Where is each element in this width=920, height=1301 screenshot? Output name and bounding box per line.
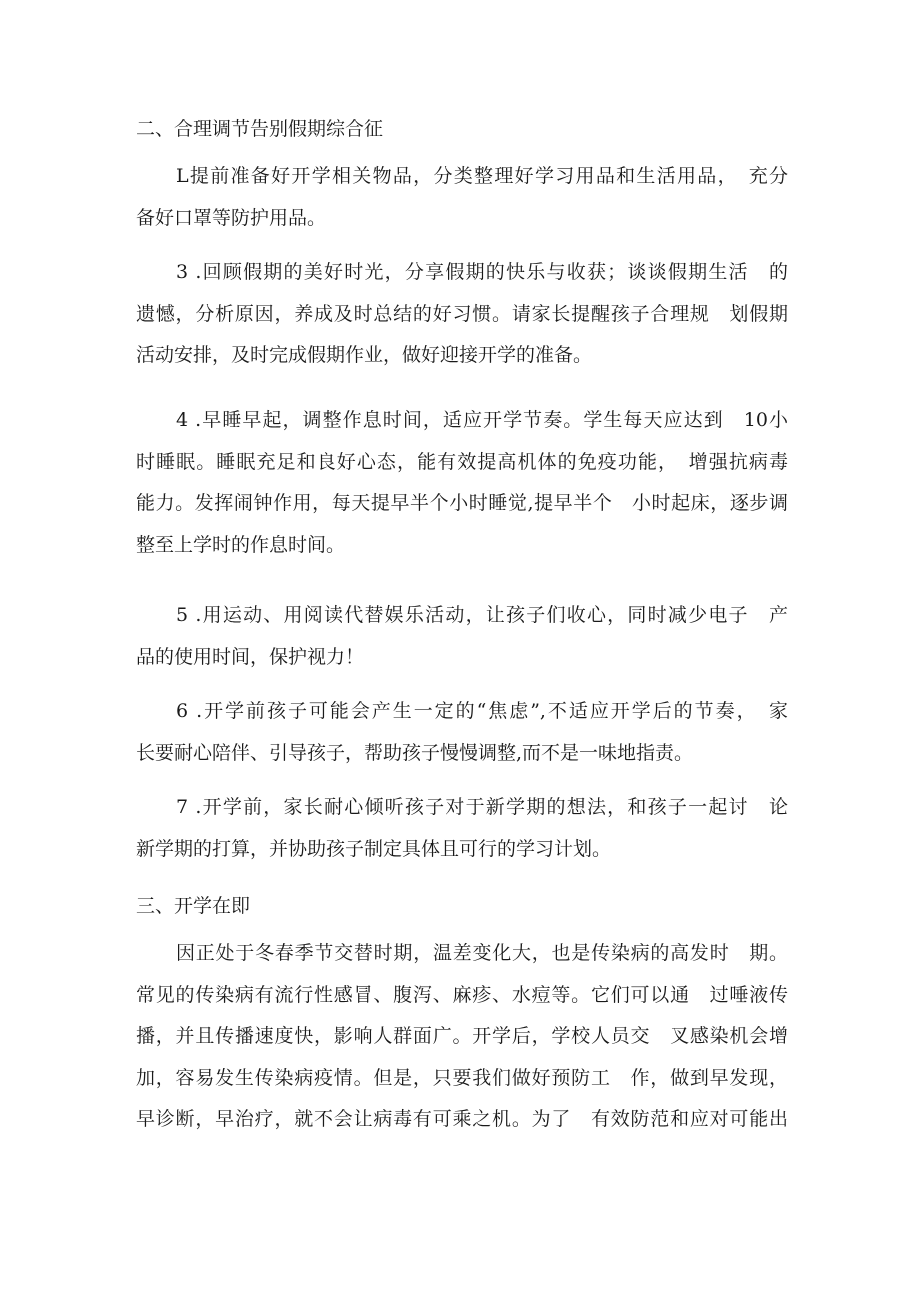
paragraph-line: 遗憾，分析原因，养成及时总结的好习惯。请家长提醒孩子合理规 划假期 <box>136 302 788 325</box>
paragraph-line: L提前准备好开学相关物品，分类整理好学习用品和生活用品， 充分 <box>176 165 788 187</box>
paragraph-3 <box>136 252 788 377</box>
paragraph-line: 加，容易发生传染病疫情。但是，只要我们做好预防工 作，做到早发现， <box>136 1066 788 1089</box>
paragraph-line: 早诊断，早治疗，就不会让病毒有可乘之机。为了 有效防范和应对可能出 <box>136 1108 788 1130</box>
paragraph-5 <box>136 595 788 678</box>
paragraph-line: 时睡眠。睡眠充足和良好心态，能有效提高机体的免疫功能， 增强抗病毒 <box>136 450 788 473</box>
paragraph-line: 长要耐心陪伴、引导孩子，帮助孩子慢慢调整,而不是一味地指责。 <box>136 741 694 764</box>
paragraph-6 <box>136 691 788 774</box>
paragraph-7 <box>136 787 788 870</box>
paragraph-line: 能力。发挥闹钟作用，每天提早半个小时睡觉,提早半个 小时起床，逐步调 <box>136 492 788 514</box>
paragraph-line: 3 .回顾假期的美好时光，分享假期的快乐与收获；谈谈假期生活 的 <box>176 261 788 283</box>
section-heading-3: 三、开学在即 <box>136 895 251 917</box>
paragraph-1 <box>136 156 788 239</box>
paragraph-line: 活动安排，及时完成假期作业，做好迎接开学的准备。 <box>136 344 593 366</box>
paragraph-8 <box>136 933 788 1141</box>
paragraph-line: 4 .早睡早起，调整作息时间，适应开学节奏。学生每天应达到 10小 <box>176 409 788 431</box>
paragraph-line: 新学期的打算，并协助孩子制定具体且可行的学习计划。 <box>136 837 612 860</box>
paragraph-line: 播，并且传播速度快，影响人群面广。开学后，学校人员交 叉感染机会增 <box>136 1025 788 1047</box>
paragraph-line: 6 .开学前孩子可能会产生一定的“焦虑”,不适应开学后的节奏， 家 <box>176 700 788 722</box>
section-heading-2: 二、合理调节告别假期综合征 <box>136 118 384 140</box>
paragraph-line: 因正处于冬春季节交替时期，温差变化大，也是传染病的高发时 期。 <box>176 942 788 964</box>
paragraph-line: 常见的传染病有流行性感冒、腹泻、麻疹、水痘等。它们可以通 过唾液传 <box>136 983 788 1006</box>
paragraph-line: 5 .用运动、用阅读代替娱乐活动，让孩子们收心，同时减少电子 产 <box>176 604 788 626</box>
paragraph-line: 备好口罩等防护用品。 <box>136 206 327 229</box>
paragraph-line: 品的使用时间，保护视力！ <box>136 645 365 668</box>
paragraph-line: 整至上学时的作息时间。 <box>136 533 346 556</box>
paragraph-4 <box>136 400 788 566</box>
paragraph-line: 7 .开学前，家长耐心倾听孩子对于新学期的想法，和孩子一起讨 论 <box>176 796 788 818</box>
